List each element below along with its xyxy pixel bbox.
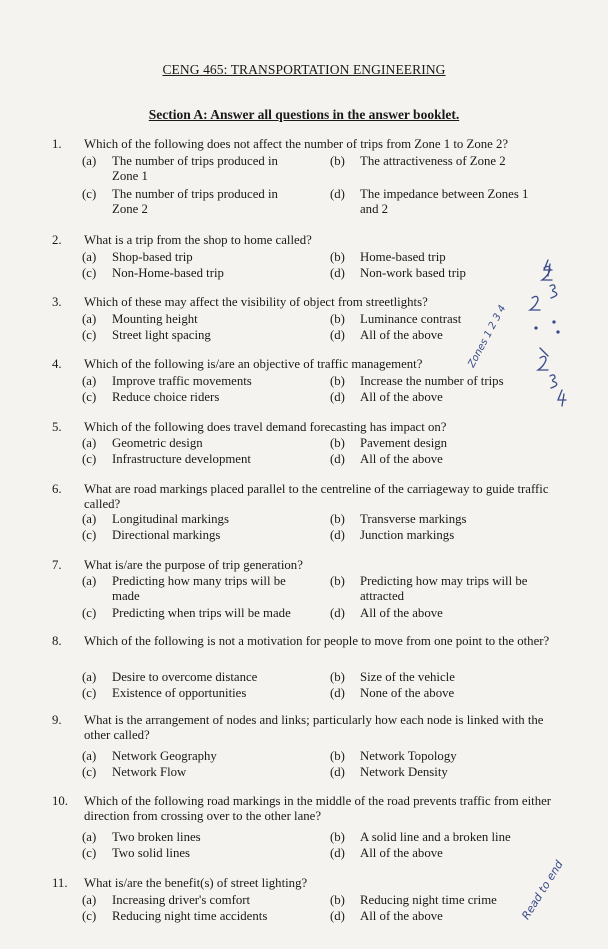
option-text: Transverse markings: [360, 512, 467, 526]
option-text: Luminance contrast: [360, 312, 462, 326]
option-text: Network Flow: [112, 765, 187, 779]
question-number: 11.: [52, 876, 68, 890]
option-letter: (b): [330, 250, 345, 264]
question-text: Which of these may affect the visibility of object from streetlights?: [84, 295, 428, 309]
option-text: Junction markings: [360, 528, 455, 542]
option-text: Desire to overcome distance: [112, 670, 258, 684]
option-letter: (a): [82, 250, 97, 264]
option-text: Non-work based trip: [360, 266, 466, 280]
question-text: What is a trip from the shop to home called?: [84, 233, 312, 247]
option-text: Two broken lines: [112, 830, 201, 844]
option-text: A solid line and a broken line: [360, 830, 511, 844]
option-c: [82, 266, 312, 281]
option-text: Reducing night time crime: [360, 893, 497, 907]
question-number: 3.: [52, 295, 62, 309]
option-a: [82, 670, 312, 685]
option-text: All of the above: [360, 606, 443, 620]
option-b: [330, 749, 560, 764]
option-letter: (a): [82, 893, 97, 907]
option-letter: (a): [82, 374, 97, 388]
option-a: [82, 374, 312, 389]
option-letter: (d): [330, 528, 345, 542]
option-c: [82, 909, 312, 924]
option-text: Directional markings: [112, 528, 221, 542]
option-letter: (d): [330, 187, 345, 201]
option-c: [82, 187, 292, 217]
option-letter: (c): [82, 266, 97, 280]
option-letter: (d): [330, 606, 345, 620]
option-letter: (d): [330, 686, 345, 700]
option-letter: (c): [82, 187, 97, 201]
option-a: [82, 830, 312, 845]
option-d: [330, 846, 560, 861]
option-text: Pavement design: [360, 436, 448, 450]
option-text: Predicting when trips will be made: [112, 606, 291, 620]
option-a: [82, 512, 312, 527]
option-text: Two solid lines: [112, 846, 191, 860]
option-text: Existence of opportunities: [112, 686, 247, 700]
option-letter: (d): [330, 328, 345, 342]
option-b: [330, 512, 560, 527]
handwritten-zones-text: Zones 1 2 3 4: [466, 303, 509, 370]
option-d: [330, 187, 550, 217]
option-letter: (a): [82, 574, 97, 588]
option-text: Home-based trip: [360, 250, 446, 264]
option-letter: (d): [330, 390, 345, 404]
option-text: Increase the number of trips: [360, 374, 504, 388]
option-text: Size of the vehicle: [360, 670, 455, 684]
course-title: CENG 465: TRANSPORTATION ENGINEERING: [162, 62, 446, 77]
option-a: [82, 574, 297, 604]
question-text: Which of the following is/are an objective of traffic management?: [84, 357, 423, 371]
option-c: [82, 528, 312, 543]
option-text: All of the above: [360, 390, 443, 404]
option-letter: (a): [82, 312, 97, 326]
option-letter: (b): [330, 830, 345, 844]
question-text: What is the arrangement of nodes and links; particularly how each node is linked with the other called?: [84, 713, 544, 742]
option-text: Longitudinal markings: [112, 512, 229, 526]
question-text: Which of the following road markings in the middle of the road prevents traffic from either direction from crossing over to the other lane?: [84, 794, 552, 823]
option-text: Network Geography: [112, 749, 217, 763]
option-letter: (c): [82, 606, 97, 620]
option-letter: (b): [330, 436, 345, 450]
option-letter: (c): [82, 846, 97, 860]
question-number: 8.: [52, 634, 62, 648]
option-text: Improve traffic movements: [112, 374, 252, 388]
option-text: All of the above: [360, 328, 443, 342]
option-b: [330, 670, 560, 685]
option-c: [82, 846, 312, 861]
option-text: All of the above: [360, 452, 443, 466]
option-letter: (d): [330, 765, 345, 779]
option-d: [330, 452, 560, 467]
option-letter: (d): [330, 909, 345, 923]
option-letter: (b): [330, 512, 345, 526]
option-text: Predicting how may trips will be attracted: [360, 574, 528, 603]
option-a: [82, 893, 312, 908]
option-letter: (b): [330, 893, 345, 907]
option-letter: (b): [330, 749, 345, 763]
option-text: Network Topology: [360, 749, 457, 763]
option-a: [82, 749, 312, 764]
option-d: [330, 606, 550, 621]
question-number: 1.: [52, 137, 62, 151]
option-text: Reduce choice riders: [112, 390, 220, 404]
option-letter: (a): [82, 154, 97, 168]
question-number: 2.: [52, 233, 62, 247]
option-text: None of the above: [360, 686, 455, 700]
option-letter: (c): [82, 909, 97, 923]
question-text: What is/are the purpose of trip generation?: [84, 558, 303, 572]
option-text: Non-Home-based trip: [112, 266, 224, 280]
handwritten-read-note: Read to end: [519, 858, 566, 922]
option-text: The number of trips produced in Zone 2: [112, 187, 278, 216]
option-b: [330, 574, 550, 604]
question-text: Which of the following is not a motivation for people to move from one point to the other?: [84, 634, 550, 648]
handwritten-zones-note: [492, 258, 592, 408]
option-a: [82, 250, 312, 265]
question-text: Which of the following does travel demand forecasting has impact on?: [84, 420, 447, 434]
option-c: [82, 390, 312, 405]
option-letter: (b): [330, 574, 345, 588]
question-text: What are road markings placed parallel to the centreline of the carriageway to guide traffic called?: [84, 482, 549, 511]
option-letter: (b): [330, 670, 345, 684]
option-letter: (d): [330, 846, 345, 860]
option-letter: (c): [82, 686, 97, 700]
option-a: [82, 312, 312, 327]
option-c: [82, 606, 297, 621]
question-number: 4.: [52, 357, 62, 371]
option-text: Shop-based trip: [112, 250, 193, 264]
option-text: Mounting height: [112, 312, 198, 326]
option-text: Geometric design: [112, 436, 203, 450]
option-c: [82, 765, 312, 780]
option-letter: (b): [330, 374, 345, 388]
question-text: Which of the following does not affect the number of trips from Zone 1 to Zone 2?: [84, 137, 509, 151]
option-letter: (c): [82, 452, 97, 466]
option-text: The attractiveness of Zone 2: [360, 154, 506, 168]
option-letter: (b): [330, 312, 345, 326]
question-number: 10.: [52, 794, 68, 808]
option-letter: (d): [330, 452, 345, 466]
option-letter: (c): [82, 390, 97, 404]
option-b: [330, 436, 560, 451]
option-letter: (a): [82, 830, 97, 844]
option-letter: (d): [330, 266, 345, 280]
section-title: Section A: Answer all questions in the answer booklet.: [148, 107, 460, 122]
option-text: Street light spacing: [112, 328, 211, 342]
option-text: Network Density: [360, 765, 448, 779]
option-b: [330, 830, 560, 845]
option-letter: (a): [82, 512, 97, 526]
option-letter: (a): [82, 670, 97, 684]
question-number: 5.: [52, 420, 62, 434]
option-c: [82, 452, 312, 467]
option-text: Reducing night time accidents: [112, 909, 268, 923]
option-text: Increasing driver's comfort: [112, 893, 251, 907]
option-c: [82, 328, 312, 343]
option-d: [330, 765, 560, 780]
option-text: The number of trips produced in Zone 1: [112, 154, 278, 183]
option-b: [330, 154, 550, 169]
option-letter: (c): [82, 528, 97, 542]
question-number: 7.: [52, 558, 62, 572]
option-a: [82, 436, 312, 451]
option-letter: (c): [82, 765, 97, 779]
question-number: 6.: [52, 482, 62, 496]
option-text: All of the above: [360, 909, 443, 923]
question-text: What is/are the benefit(s) of street lighting?: [84, 876, 308, 890]
option-text: The impedance between Zones 1 and 2: [360, 187, 529, 216]
question-number: 9.: [52, 713, 62, 727]
option-d: [330, 528, 560, 543]
option-letter: (b): [330, 154, 345, 168]
option-text: Infrastructure development: [112, 452, 251, 466]
option-letter: (c): [82, 328, 97, 342]
option-letter: (a): [82, 749, 97, 763]
option-text: All of the above: [360, 846, 443, 860]
option-c: [82, 686, 312, 701]
option-text: Predicting how many trips will be made: [112, 574, 286, 603]
option-letter: (a): [82, 436, 97, 450]
option-d: [330, 686, 560, 701]
option-a: [82, 154, 292, 184]
